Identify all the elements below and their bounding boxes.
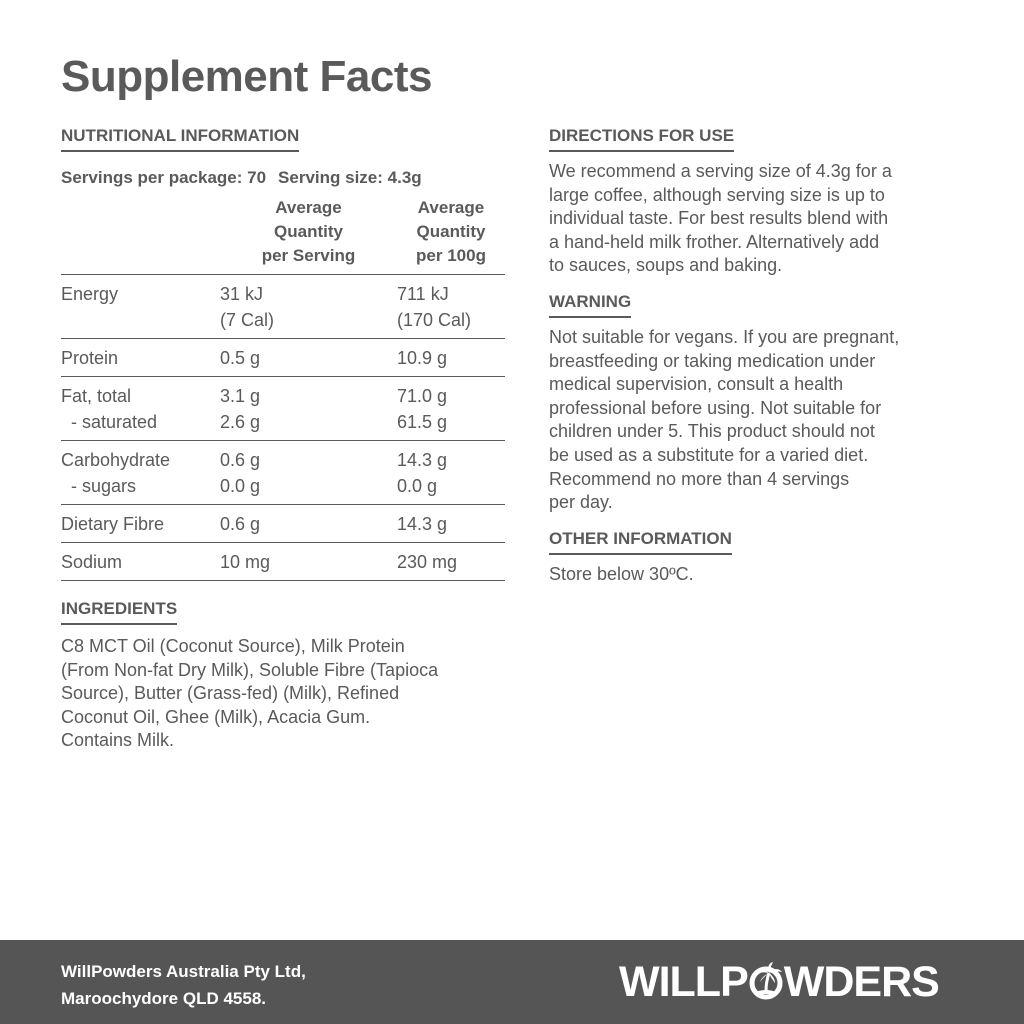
value-line: 10.9 g (397, 348, 448, 368)
header-per-serving-line: Quantity (274, 222, 343, 241)
ingredients-section (61, 599, 505, 753)
per-serving-value (220, 339, 397, 377)
value-line: 14.3 g (397, 450, 448, 470)
nutrient-label: Protein (61, 348, 119, 368)
footer-bar (0, 940, 1024, 1024)
nutrient-name (61, 339, 220, 377)
other-information-text (549, 563, 959, 587)
warning-heading: WARNING (549, 292, 631, 318)
company-location: Maroochydore QLD 4558. (61, 989, 267, 1008)
text-line: medical supervision, consult a health (549, 374, 844, 395)
value-line: (7 Cal) (220, 310, 275, 330)
servings-info (61, 168, 505, 188)
left-column (61, 126, 505, 753)
value-line: 0.6 g (220, 450, 261, 470)
header-per-100g-line: per 100g (416, 246, 486, 265)
per-100g-value (397, 377, 505, 441)
nutrient-name (61, 377, 220, 441)
text-line: Coconut Oil, Ghee (Milk), Acacia Gum. (61, 706, 371, 727)
header-per-serving-line: Average (275, 198, 342, 217)
directions-section (549, 126, 959, 278)
brand-logo-text-right: WDERS (783, 958, 939, 1006)
header-per-100g (397, 196, 505, 275)
text-line: Store below 30ºC. (549, 563, 694, 584)
value-line: (170 Cal) (397, 310, 472, 330)
table-row (61, 441, 505, 505)
text-line: Not suitable for vegans. If you are pregnant, (549, 326, 900, 347)
header-per-serving-line: per Serving (261, 246, 356, 265)
text-line: (From Non-fat Dry Milk), Soluble Fibre (Tapioca (61, 659, 439, 680)
text-line: professional before using. Not suitable for (549, 397, 882, 418)
nutrient-label: Energy (61, 284, 119, 304)
text-line: Recommend no more than 4 servings (549, 468, 850, 489)
value-line: 0.6 g (220, 514, 261, 534)
value-line: 0.0 g (220, 476, 261, 496)
value-line: 31 kJ (220, 284, 264, 304)
text-line: children under 5. This product should not (549, 421, 875, 442)
text-line: We recommend a serving size of 4.3g for a (549, 161, 892, 181)
text-line: to sauces, soups and baking. (549, 255, 783, 276)
text-line: individual taste. For best results blend with (549, 208, 889, 229)
brand-logo-text-left: WILLP (619, 958, 748, 1006)
serving-size: Serving size: 4.3g (278, 168, 422, 187)
text-line: large coffee, although serving size is up to (549, 184, 885, 205)
directions-text (549, 160, 959, 278)
ingredients-heading: INGREDIENTS (61, 599, 177, 625)
header-blank (61, 196, 220, 275)
table-row (61, 339, 505, 377)
nutrient-label: Fat, total (61, 386, 132, 406)
table-row (61, 377, 505, 441)
nutrition-heading: NUTRITIONAL INFORMATION (61, 126, 299, 152)
header-per-serving (220, 196, 397, 275)
nutrient-name (61, 441, 220, 505)
text-line: Contains Milk. (61, 730, 175, 751)
table-row (61, 543, 505, 581)
warning-section (549, 292, 959, 515)
right-column (549, 126, 959, 600)
table-row (61, 505, 505, 543)
header-per-100g-line: Quantity (416, 222, 486, 241)
company-name: WillPowders Australia Pty Ltd, (61, 962, 306, 981)
per-100g-value (397, 339, 505, 377)
ingredients-text (61, 635, 505, 753)
header-per-100g-line: Average (417, 198, 485, 217)
value-line: 10 mg (220, 552, 271, 572)
nutrition-table (61, 196, 505, 581)
value-line: 14.3 g (397, 514, 448, 534)
per-serving-value (220, 377, 397, 441)
value-line: 0.5 g (220, 348, 261, 368)
nutrient-name (61, 543, 220, 581)
text-line: per day. (549, 492, 613, 513)
per-100g-value (397, 275, 505, 339)
per-100g-value (397, 543, 505, 581)
page-title: Supplement Facts (61, 52, 432, 101)
per-100g-value (397, 505, 505, 543)
value-line: 71.0 g (397, 386, 448, 406)
brand-logo (619, 958, 939, 1006)
text-line: Source), Butter (Grass-fed) (Milk), Refined (61, 683, 400, 704)
value-line: 230 mg (397, 552, 458, 572)
per-serving-value (220, 543, 397, 581)
nutrient-sublabel: - saturated (71, 412, 158, 432)
other-information-heading: OTHER INFORMATION (549, 529, 732, 555)
nutrient-name (61, 505, 220, 543)
per-serving-value (220, 505, 397, 543)
per-100g-value (397, 441, 505, 505)
warning-text (549, 326, 959, 515)
directions-heading: DIRECTIONS FOR USE (549, 126, 734, 152)
company-address (61, 958, 306, 1012)
nutrient-label: Carbohydrate (61, 450, 171, 470)
nutrient-name (61, 275, 220, 339)
value-line: 711 kJ (397, 284, 449, 304)
table-row (61, 275, 505, 339)
value-line: 3.1 g (220, 386, 261, 406)
value-line: 2.6 g (220, 412, 261, 432)
value-line: 0.0 g (397, 476, 438, 496)
nutrient-label: Sodium (61, 552, 123, 572)
text-line: be used as a substitute for a varied diet. (549, 444, 869, 465)
palm-tree-island-icon (748, 961, 784, 1001)
nutrition-table-header (61, 196, 505, 275)
nutrient-sublabel: - sugars (71, 476, 137, 496)
servings-per-package: Servings per package: 70 (61, 168, 267, 187)
text-line: a hand-held milk frother. Alternatively add (549, 231, 880, 252)
value-line: 61.5 g (397, 412, 448, 432)
text-line: C8 MCT Oil (Coconut Source), Milk Protein (61, 636, 405, 656)
per-serving-value (220, 441, 397, 505)
per-serving-value (220, 275, 397, 339)
nutrient-label: Dietary Fibre (61, 514, 165, 534)
other-information-section (549, 529, 959, 587)
text-line: breastfeeding or taking medication under (549, 350, 876, 371)
